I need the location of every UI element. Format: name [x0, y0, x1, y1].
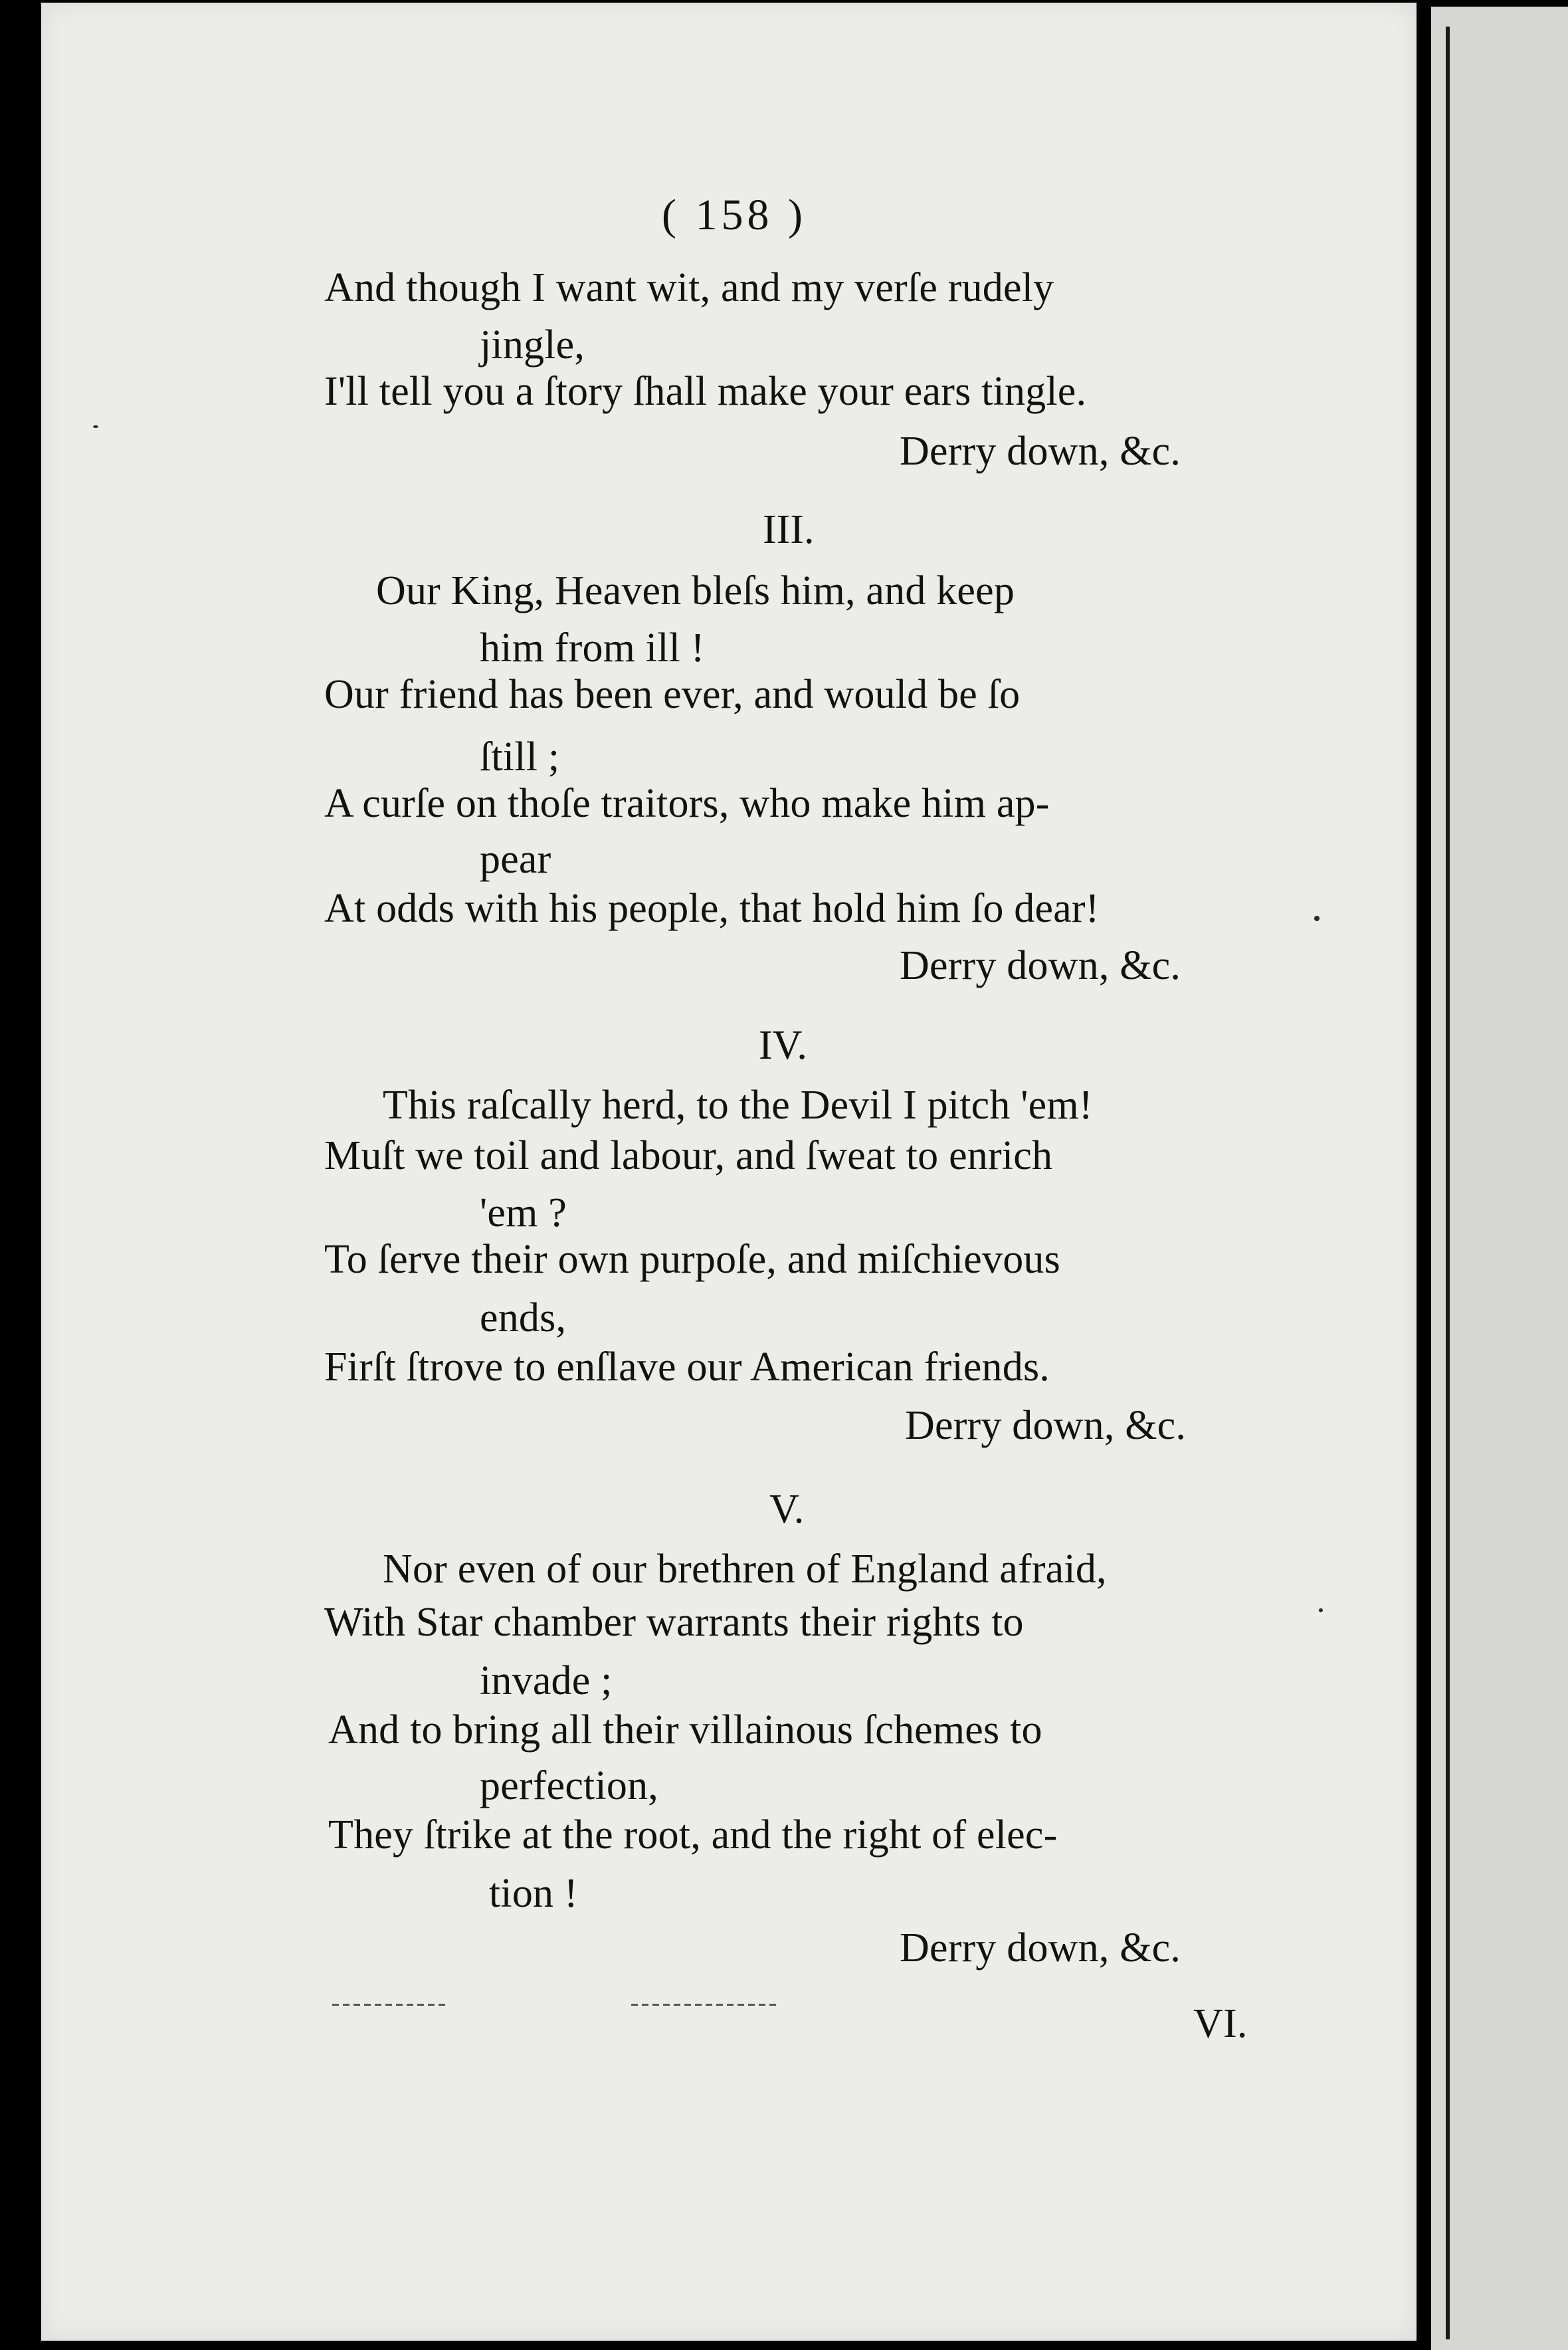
- verse-line: Our friend has been ever, and would be ſo: [324, 672, 1021, 717]
- verse-line: Nor even of our brethren of England afraid,: [383, 1547, 1107, 1592]
- ornament-rule: [631, 2004, 777, 2006]
- refrain: Derry down, &c.: [900, 429, 1181, 474]
- verse-line: Firſt ſtrove to enſlave our American friends.: [324, 1344, 1050, 1390]
- verse-line: jingle,: [480, 322, 585, 368]
- verse-line: To ſerve their own purpoſe, and miſchievous: [324, 1237, 1060, 1282]
- refrain: Derry down, &c.: [900, 1925, 1181, 1971]
- verse-line: invade ;: [480, 1658, 613, 1703]
- verse-line: And though I want wit, and my verſe rudely: [324, 265, 1054, 310]
- verse-line: him from ill !: [480, 625, 705, 671]
- verse-line: At odds with his people, that hold him ſo dear!: [324, 886, 1100, 931]
- verse-line: 'em ?: [480, 1190, 567, 1235]
- page-number: ( 158 ): [662, 191, 807, 239]
- verse-line: This raſcally herd, to the Devil I pitch 'em!: [383, 1083, 1093, 1128]
- stanza-heading: III.: [763, 507, 815, 552]
- stanza-heading: V.: [769, 1487, 805, 1532]
- verse-line: With Star chamber warrants their rights to: [324, 1600, 1024, 1645]
- verse-line: ends,: [480, 1295, 567, 1340]
- verse-line: A curſe on thoſe traitors, who make him ap-: [324, 781, 1050, 826]
- verse-line: I'll tell you a ſtory ſhall make your ears tingle.: [324, 369, 1087, 414]
- refrain: Derry down, &c.: [905, 1403, 1187, 1448]
- verse-line: They ſtrike at the root, and the right of elec-: [328, 1812, 1058, 1858]
- catchword: VI.: [1193, 2001, 1248, 2046]
- verse-line: And to bring all their villainous ſchemes to: [328, 1707, 1042, 1753]
- refrain: Derry down, &c.: [900, 943, 1181, 988]
- verse-line: tion !: [489, 1871, 578, 1916]
- verse-line: perfection,: [480, 1763, 658, 1808]
- verse-line: ſtill ;: [480, 734, 560, 780]
- verse-line: Muſt we toil and labour, and ſweat to enrich: [324, 1133, 1053, 1178]
- stanza-heading: IV.: [759, 1023, 807, 1068]
- verse-line: pear: [480, 837, 551, 882]
- ornament-rule: [332, 2004, 445, 2006]
- verse-line: Our King, Heaven bleſs him, and keep: [376, 568, 1015, 613]
